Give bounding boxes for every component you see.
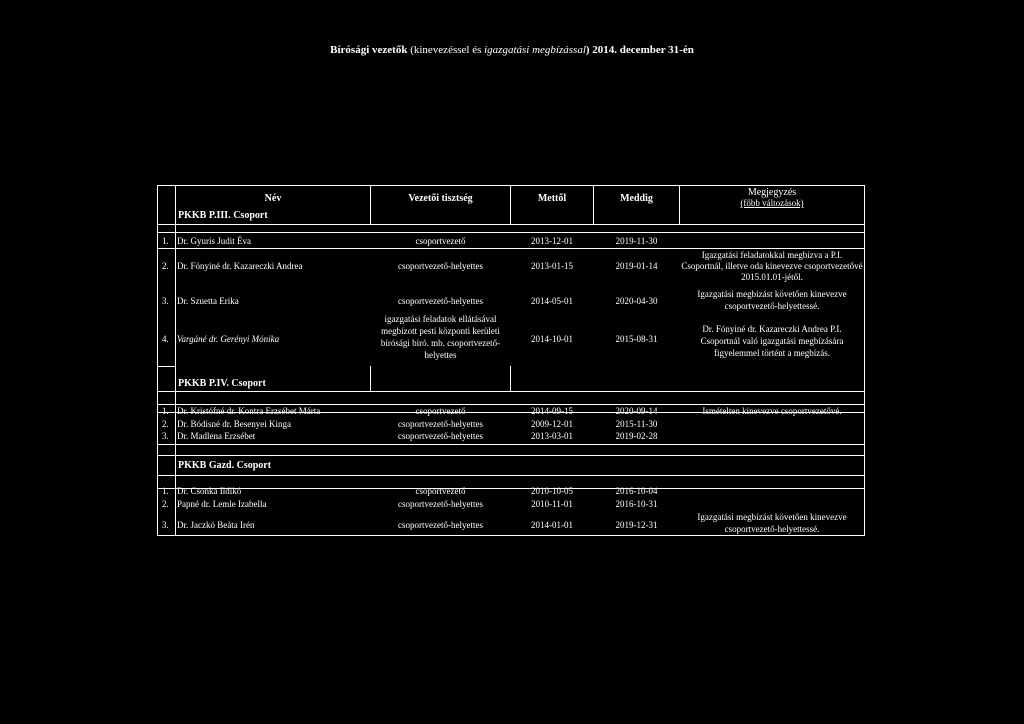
grid-line [593,186,594,224]
row-from: 2014-09-15 [531,406,573,416]
row-name: Papné dr. Lemle Izabella [177,499,267,509]
grid-line [158,366,176,367]
title-part-2: (kinevezéssel és [410,44,482,56]
grid-line [370,186,371,224]
row-note: Dr. Fónyiné dr. Kazareczki Andrea P.I. [702,324,842,334]
grid-line [158,248,864,249]
row-number: 1. [162,236,169,246]
row-name: Dr. Bódisné dr. Besenyei Kinga [177,419,291,429]
row-note: Igazgatási megbízást követően kinevezve [697,289,847,299]
row-note: Ismételten kinevezve csoportvezetővé. [702,406,842,416]
row-from: 2013-01-15 [531,261,573,271]
row-position: csoportvezető [415,406,466,416]
row-name: Vargáné dr. Gerényi Mónika [177,334,280,344]
section-title: PKKB Gazd. Csoport [178,460,272,471]
title-part-4: ) 2014. december 31-én [585,44,694,56]
row-position: csoportvezető-helyettes [398,261,483,271]
grid-line [158,404,864,405]
row-to: 2019-01-14 [615,261,658,271]
row-name: Dr. Kristófné dr. Kontra Erzsébet Márta [177,406,321,416]
row-from: 2013-12-01 [531,236,573,246]
section-title: PKKB P.IV. Csoport [178,378,266,389]
leaders-table [157,185,865,536]
row-number: 3. [162,520,169,530]
title-part-3: igazgatási megbízással [484,44,586,56]
row-from: 2009-12-01 [531,419,573,429]
row-note: figyelemmel történt a megbízás. [714,348,830,358]
row-to: 2015-11-30 [615,419,658,429]
grid-line [370,366,371,391]
grid-line [158,455,864,456]
row-note: Csoportnál való igazgatási megbízására [700,336,844,346]
row-position: csoportvezető-helyettes [398,431,483,441]
row-name: Dr. Csonka Ildikó [177,486,242,496]
row-note: csoportvezető-helyettessé. [724,301,820,311]
header-to: Meddig [620,193,653,204]
header-notes: Megjegyzés [747,187,797,198]
row-position: helyettes [424,350,457,360]
row-name: Dr. Madlena Erzsébet [177,431,256,441]
row-number: 2. [162,419,169,429]
row-number: 2. [162,261,169,271]
row-number: 4. [162,334,169,344]
row-note: Igazgatási megbízást követően kinevezve [697,512,847,522]
row-position: csoportvezető-helyettes [398,520,483,530]
section-title: PKKB P.III. Csoport [178,210,268,221]
row-from: 2010-10-05 [531,486,573,496]
grid-line [158,224,864,225]
row-number: 3. [162,296,169,306]
row-position: csoportvezető [415,236,466,246]
row-position: csoportvezető-helyettes [398,499,483,509]
grid-line [510,186,511,224]
row-position: csoportvezető-helyettes [398,296,483,306]
row-note: Csoportnál, illetve oda kinevezve csoportvezetővé [681,261,863,271]
row-number: 2. [162,499,169,509]
row-number: 1. [162,486,169,496]
row-to: 2020-09-14 [615,406,658,416]
row-from: 2010-11-01 [531,499,573,509]
row-position: csoportvezető [415,486,466,496]
grid-line [510,366,511,391]
row-position: igazgatási feladatok ellátásával [384,314,497,324]
row-to: 2016-10-31 [615,499,658,509]
title-part-1: Bírósági vezetők [330,44,408,56]
row-to: 2019-02-28 [615,431,658,441]
row-position: csoportvezető-helyettes [398,419,483,429]
row-note: csoportvezető-helyettessé. [724,524,820,534]
row-position: megbízott pesti központi kerületi [381,326,500,336]
row-to: 2019-11-30 [615,236,658,246]
row-note: Igazgatási feladatokkal megbízva a P.I. [701,250,843,260]
page-title [0,44,1024,56]
header-notes-sub: (főbb változások) [740,198,804,208]
row-from: 2013-03-01 [531,431,573,441]
row-to: 2020-04-30 [615,296,658,306]
row-note: 2015.01.01-jétől. [741,272,803,282]
row-to: 2016-10-04 [615,486,658,496]
grid-line [158,391,864,392]
row-to: 2019-12-31 [615,520,658,530]
header-from: Mettől [537,193,567,204]
grid-line [175,186,176,535]
row-name: Dr. Jaczkó Beáta Irén [177,520,255,530]
header-name: Név [264,193,282,204]
header-position: Vezetői tisztség [408,193,473,204]
row-from: 2014-01-01 [531,520,573,530]
grid-line [158,475,864,476]
row-from: 2014-10-01 [531,334,573,344]
row-from: 2014-05-01 [531,296,573,306]
row-name: Dr. Fónyiné dr. Kazareczki Andrea [177,261,303,271]
grid-line [158,444,864,445]
row-number: 3. [162,431,169,441]
row-to: 2015-08-31 [615,334,658,344]
row-position: bírósági bíró. mb. csoportvezető- [380,338,501,348]
row-name: Dr. Gyuris Judit Éva [177,236,251,246]
row-number: 1. [162,406,169,416]
row-name: Dr. Szuetta Erika [177,296,239,306]
grid-line [158,232,864,233]
